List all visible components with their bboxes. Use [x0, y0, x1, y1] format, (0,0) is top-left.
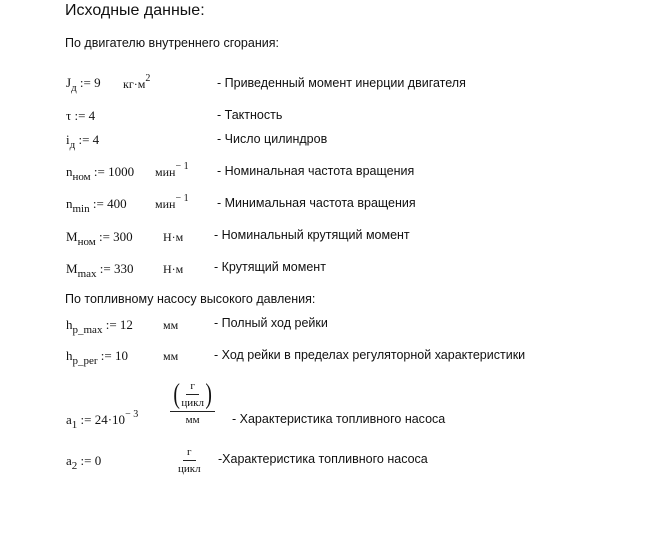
formula-mnom[interactable]	[66, 229, 133, 248]
unit-hpreg: мм	[163, 349, 179, 363]
unit-exponent: 2	[145, 73, 151, 84]
desc-hpreg: - Ход рейки в пределах регуляторной характеристики	[214, 348, 526, 362]
unit-mmax: Н·м	[163, 262, 184, 276]
desc-mmax: - Крутящий момент	[214, 260, 326, 274]
symbol: J	[66, 75, 72, 90]
formula-tau[interactable]	[66, 108, 95, 124]
desc-mnom: - Номинальный крутящий момент	[214, 228, 410, 242]
section-engine-heading: По двигателю внутреннего сгорания:	[65, 36, 279, 50]
symbol: a	[66, 453, 72, 468]
formula-nmin[interactable]	[66, 196, 127, 215]
desc-nmin: - Минимальная частота вращения	[217, 196, 416, 210]
subscript: min	[72, 203, 90, 215]
unit-a1-denominator: мм	[185, 414, 200, 426]
unit-hpmax: мм	[163, 318, 179, 332]
left-paren: (	[173, 378, 180, 410]
formula-nnom[interactable]	[66, 164, 135, 183]
assignment: := 4	[71, 108, 96, 123]
subscript: p_per	[72, 355, 98, 367]
unit-text: мин	[155, 197, 176, 211]
assignment: := 300	[95, 229, 133, 244]
desc-jd: - Приведенный момент инерции двигателя	[217, 76, 466, 90]
formula-a2[interactable]	[66, 453, 102, 472]
unit-a1-paren-group	[172, 380, 213, 409]
inner-fraction	[181, 380, 204, 409]
desc-tau: - Тактность	[217, 108, 283, 122]
formula-hpmax[interactable]	[66, 317, 133, 336]
formula-a1[interactable]	[66, 409, 139, 431]
desc-hpmax: - Полный ход рейки	[214, 316, 328, 330]
assignment: := 330	[96, 261, 134, 276]
assignment: := 4	[75, 132, 100, 147]
unit-exponent: − 1	[175, 193, 189, 204]
unit-mnom: Н·м	[163, 230, 184, 244]
assignment: := 9	[76, 75, 101, 90]
subscript: max	[77, 268, 97, 280]
formula-id[interactable]	[66, 132, 100, 151]
desc-a1: - Характеристика топливного насоса	[232, 412, 446, 426]
formula-jd[interactable]	[66, 75, 101, 94]
symbol: M	[66, 229, 78, 244]
desc-nnom: - Номинальная частота вращения	[217, 164, 415, 178]
symbol: n	[66, 164, 73, 179]
inner-numerator: г	[186, 380, 199, 395]
inner-denominator: цикл	[181, 397, 204, 409]
assignment: := 1000	[90, 164, 135, 179]
formula-mmax[interactable]	[66, 261, 134, 280]
subscript: ном	[72, 171, 91, 183]
symbol: τ	[66, 108, 72, 123]
unit-a2-numerator: г	[183, 446, 196, 461]
symbol: M	[66, 261, 78, 276]
subscript: 1	[71, 419, 78, 431]
unit-jd	[123, 73, 151, 92]
desc-a2: -Характеристика топливного насоса	[218, 452, 428, 466]
subscript: ном	[77, 236, 96, 248]
page-title: Исходные данные:	[65, 2, 205, 19]
unit-a2-denominator: цикл	[178, 463, 201, 475]
subscript: 2	[71, 460, 78, 472]
subscript: д	[69, 139, 76, 151]
symbol: h	[66, 348, 73, 363]
desc-id: - Число цилиндров	[217, 132, 328, 146]
unit-text: кг·м	[123, 77, 146, 91]
unit-nnom	[155, 161, 189, 180]
assignment: := 400	[89, 196, 127, 211]
assignment: := 0	[77, 453, 102, 468]
symbol: h	[66, 317, 73, 332]
exponent: − 3	[125, 409, 139, 420]
subscript: p_max	[72, 324, 103, 336]
assignment: := 12	[102, 317, 133, 332]
unit-a1	[170, 380, 215, 426]
subscript: д	[71, 82, 77, 94]
symbol: i	[66, 132, 70, 147]
symbol: n	[66, 196, 73, 211]
unit-nmin	[155, 193, 189, 212]
right-paren: )	[205, 378, 212, 410]
unit-exponent: − 1	[175, 161, 189, 172]
section-pump-heading: По топливному насосу высокого давления:	[65, 292, 316, 306]
assignment: := 10	[97, 348, 128, 363]
formula-hpreg[interactable]	[66, 348, 128, 367]
assignment: := 24·10	[77, 412, 126, 427]
unit-text: мин	[155, 165, 176, 179]
unit-a2	[178, 446, 201, 475]
symbol: a	[66, 412, 72, 427]
